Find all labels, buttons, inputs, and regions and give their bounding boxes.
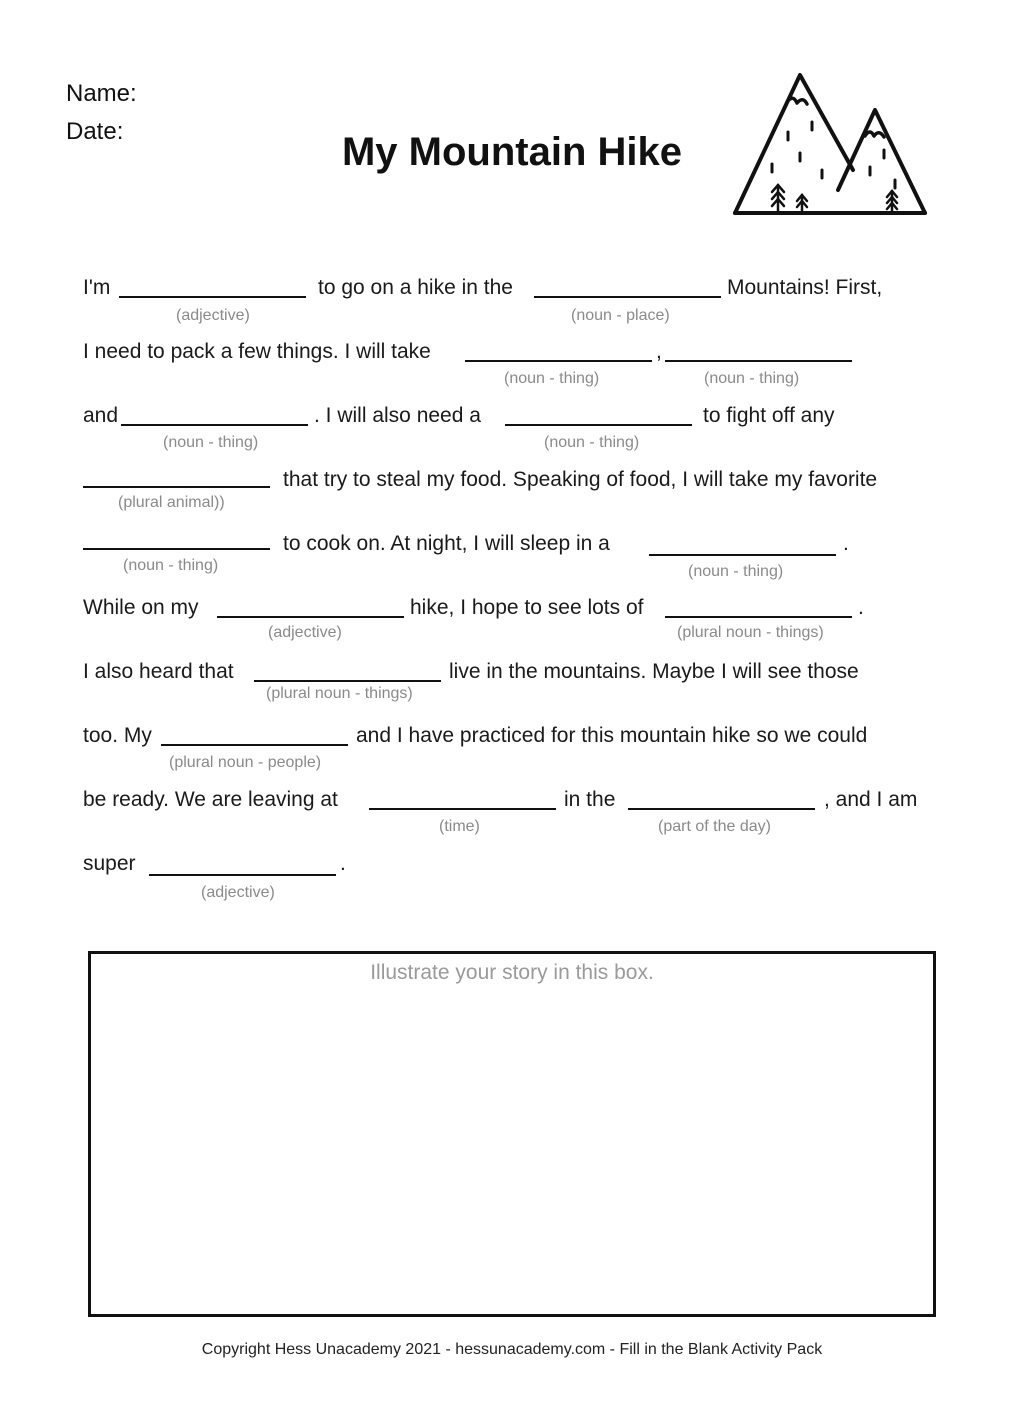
blank-field[interactable] bbox=[217, 616, 404, 618]
blank-field[interactable] bbox=[665, 360, 852, 362]
blank-hint: (noun - place) bbox=[571, 307, 670, 324]
blank-hint: (time) bbox=[439, 818, 480, 835]
blank-field[interactable] bbox=[465, 360, 652, 362]
story-text: hike, I hope to see lots of bbox=[410, 596, 644, 619]
story-text: be ready. We are leaving at bbox=[83, 788, 338, 811]
story-text: that try to steal my food. Speaking of food, I will take my favorite bbox=[283, 468, 878, 491]
story-text: . bbox=[340, 852, 346, 875]
blank-hint: (plural noun - people) bbox=[169, 754, 322, 771]
blank-field[interactable] bbox=[369, 808, 556, 810]
blank-field[interactable] bbox=[254, 680, 441, 682]
story-text: and I have practiced for this mountain hike so we could bbox=[356, 724, 868, 747]
story-text: , and I am bbox=[824, 788, 918, 811]
story-text: to go on a hike in the bbox=[318, 276, 513, 299]
story-text: and bbox=[83, 404, 119, 427]
blank-hint: (adjective) bbox=[201, 884, 275, 901]
story-text: live in the mountains. Maybe I will see those bbox=[449, 660, 859, 683]
story-text: While on my bbox=[83, 596, 199, 619]
story-text: . bbox=[858, 596, 864, 619]
blank-hint: (noun - thing) bbox=[163, 434, 259, 451]
blank-hint: (plural noun - things) bbox=[677, 624, 824, 641]
blank-field[interactable] bbox=[628, 808, 815, 810]
story-text: to fight off any bbox=[703, 404, 835, 427]
illustration-box-caption: Illustrate your story in this box. bbox=[370, 961, 654, 984]
blank-field[interactable] bbox=[121, 424, 308, 426]
story-text: I also heard that bbox=[83, 660, 234, 683]
illustration-box[interactable] bbox=[88, 951, 936, 1317]
blank-field[interactable] bbox=[149, 874, 336, 876]
blank-hint: (noun - thing) bbox=[688, 563, 784, 580]
mountain-icon bbox=[730, 70, 930, 220]
story-text: Mountains! First, bbox=[727, 276, 883, 299]
blank-hint: (part of the day) bbox=[658, 818, 771, 835]
blank-field[interactable] bbox=[505, 424, 692, 426]
blank-hint: (noun - thing) bbox=[123, 557, 219, 574]
story-text: , bbox=[656, 340, 662, 363]
blank-field[interactable] bbox=[161, 744, 348, 746]
blank-hint: (noun - thing) bbox=[704, 370, 800, 387]
story-text: I'm bbox=[83, 276, 111, 299]
story-text: to cook on. At night, I will sleep in a bbox=[283, 532, 610, 555]
blank-field[interactable] bbox=[534, 296, 721, 298]
blank-field[interactable] bbox=[665, 616, 852, 618]
blank-field[interactable] bbox=[83, 486, 270, 488]
story-text: . bbox=[843, 532, 849, 555]
blank-field[interactable] bbox=[83, 548, 270, 550]
blank-hint: (plural animal)) bbox=[118, 494, 225, 511]
story-text: in the bbox=[564, 788, 616, 811]
blank-hint: (noun - thing) bbox=[544, 434, 640, 451]
story-text: I need to pack a few things. I will take bbox=[83, 340, 431, 363]
story-text: too. My bbox=[83, 724, 152, 747]
story-text: super bbox=[83, 852, 136, 875]
footer-copyright: Copyright Hess Unacademy 2021 - hessunacademy.com - Fill in the Blank Activity Pack bbox=[201, 1341, 823, 1358]
name-label: Name: bbox=[66, 80, 137, 107]
blank-hint: (plural noun - things) bbox=[266, 685, 413, 702]
story-text: . I will also need a bbox=[314, 404, 481, 427]
blank-field[interactable] bbox=[649, 554, 836, 556]
blank-hint: (noun - thing) bbox=[504, 370, 600, 387]
blank-hint: (adjective) bbox=[176, 307, 250, 324]
date-label: Date: bbox=[66, 118, 124, 145]
blank-hint: (adjective) bbox=[268, 624, 342, 641]
blank-field[interactable] bbox=[119, 296, 306, 298]
page-title: My Mountain Hike bbox=[341, 130, 683, 174]
